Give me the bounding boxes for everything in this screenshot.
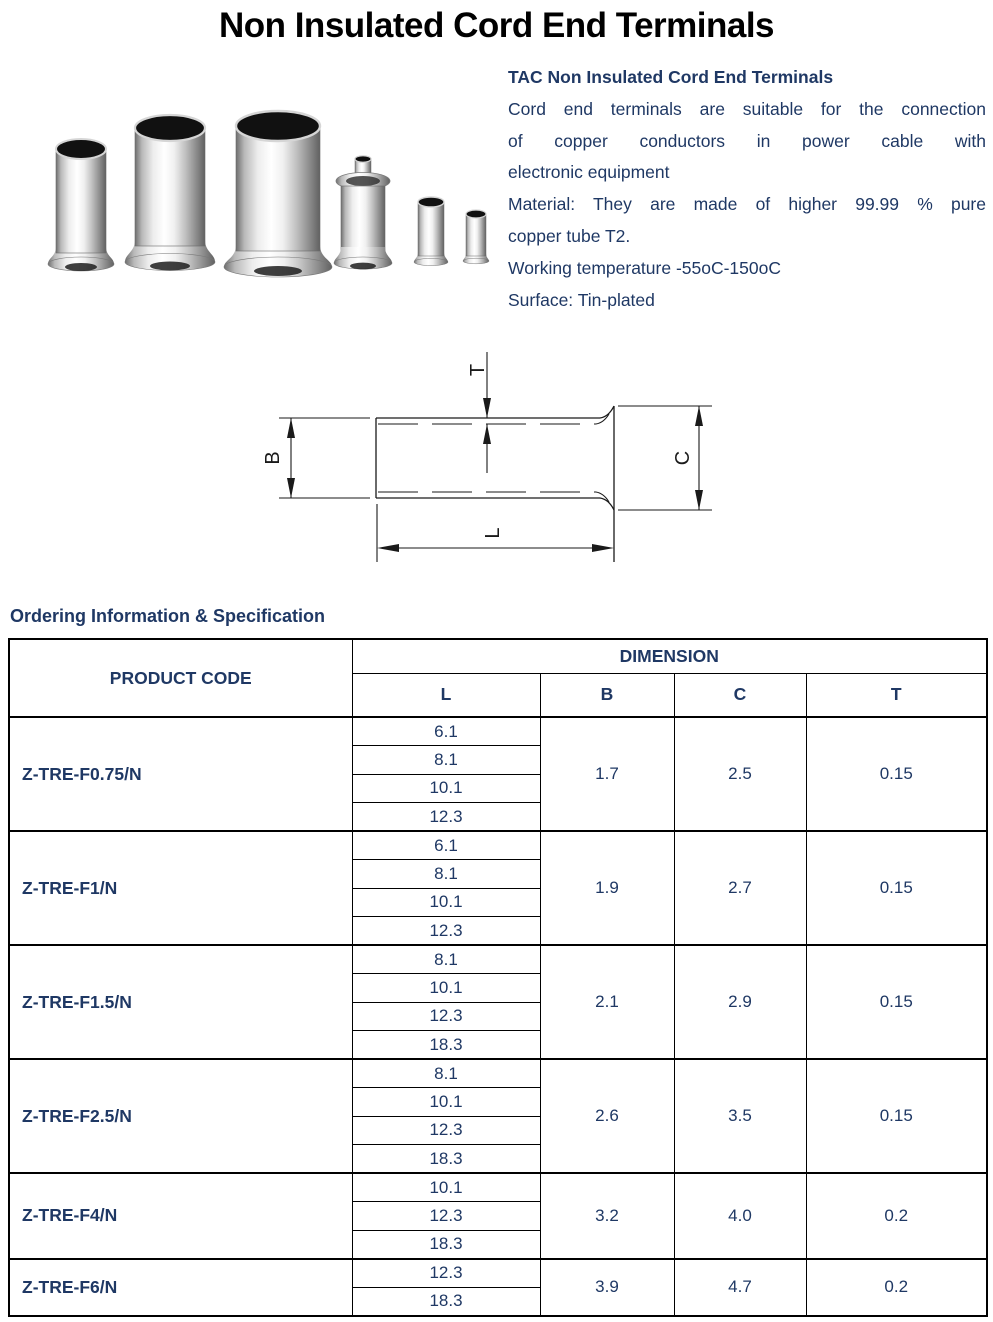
l-value-cell: 12.3 [352, 1202, 540, 1231]
intro-line: Material: They are made of higher 99.99 % pure [508, 194, 986, 215]
product-code-cell: Z-TRE-F1/N [9, 831, 352, 945]
spec-table-container [8, 638, 986, 1317]
intro-line: Surface: Tin-plated [508, 289, 655, 310]
l-value-cell: 6.1 [352, 717, 540, 746]
header-col-l: L [352, 673, 540, 717]
l-value-cell: 12.3 [352, 917, 540, 946]
b-value-cell: 2.6 [540, 1059, 674, 1173]
t-value-cell: 0.2 [806, 1259, 987, 1316]
l-value-cell: 10.1 [352, 774, 540, 803]
terminal-illustration [224, 111, 332, 277]
terminal-illustration [463, 210, 489, 264]
l-value-cell: 10.1 [352, 888, 540, 917]
t-value-cell: 0.15 [806, 945, 987, 1059]
l-value-cell: 8.1 [352, 1059, 540, 1088]
dim-label-t: T [467, 363, 489, 377]
b-value-cell: 1.9 [540, 831, 674, 945]
header-col-t: T [806, 673, 987, 717]
intro-line: Working temperature -55oC-150oC [508, 257, 782, 278]
header-dimension: DIMENSION [352, 639, 987, 673]
l-value-cell: 10.1 [352, 1088, 540, 1117]
c-value-cell: 4.7 [674, 1259, 806, 1316]
b-value-cell: 2.1 [540, 945, 674, 1059]
l-value-cell: 18.3 [352, 1031, 540, 1060]
t-value-cell: 0.15 [806, 717, 987, 831]
spec-table-body [9, 717, 987, 1316]
c-value-cell: 3.5 [674, 1059, 806, 1173]
intro-line: of copper conductors in power cable with [508, 130, 986, 151]
l-value-cell: 18.3 [352, 1230, 540, 1259]
dim-label-b: B [262, 451, 284, 465]
product-code-cell: Z-TRE-F1.5/N [9, 945, 352, 1059]
terminal-illustration [48, 139, 114, 271]
l-value-cell: 6.1 [352, 831, 540, 860]
c-value-cell: 2.9 [674, 945, 806, 1059]
l-value-cell: 18.3 [352, 1287, 540, 1316]
dim-label-c: C [672, 450, 694, 466]
header-col-c: C [674, 673, 806, 717]
table-row [9, 945, 987, 974]
intro-line: copper tube T2. [508, 225, 631, 246]
product-code-cell: Z-TRE-F4/N [9, 1173, 352, 1259]
intro-heading: TAC Non Insulated Cord End Terminals [508, 67, 834, 87]
section-heading: Ordering Information & Specification [10, 606, 326, 626]
terminal-illustration [334, 156, 392, 270]
b-value-cell: 3.9 [540, 1259, 674, 1316]
l-value-cell: 12.3 [352, 1002, 540, 1031]
table-row [9, 717, 987, 746]
b-value-cell: 1.7 [540, 717, 674, 831]
product-photo-image [28, 108, 513, 303]
t-value-cell: 0.15 [806, 831, 987, 945]
dimension-diagram [230, 340, 760, 590]
c-value-cell: 4.0 [674, 1173, 806, 1259]
l-value-cell: 8.1 [352, 746, 540, 775]
l-value-cell: 8.1 [352, 860, 540, 889]
t-value-cell: 0.15 [806, 1059, 987, 1173]
product-code-cell: Z-TRE-F0.75/N [9, 717, 352, 831]
table-row [9, 1259, 987, 1288]
intro-text-block [508, 62, 986, 316]
intro-line: Cord end terminals are suitable for the connection [508, 98, 986, 119]
table-row [9, 1059, 987, 1088]
table-row [9, 1173, 987, 1202]
dim-label-l: L [482, 527, 504, 539]
header-product-code: PRODUCT CODE [9, 639, 352, 717]
c-value-cell: 2.5 [674, 717, 806, 831]
l-value-cell: 12.3 [352, 1259, 540, 1288]
spec-table [8, 638, 988, 1317]
l-value-cell: 8.1 [352, 945, 540, 974]
table-row [9, 831, 987, 860]
page-title: Non Insulated Cord End Terminals [218, 6, 775, 45]
terminal-illustration [414, 197, 448, 266]
l-value-cell: 12.3 [352, 803, 540, 832]
terminal-illustration [125, 115, 215, 271]
intro-line: electronic equipment [508, 162, 670, 183]
product-code-cell: Z-TRE-F2.5/N [9, 1059, 352, 1173]
l-value-cell: 10.1 [352, 974, 540, 1003]
t-value-cell: 0.2 [806, 1173, 987, 1259]
b-value-cell: 3.2 [540, 1173, 674, 1259]
header-col-b: B [540, 673, 674, 717]
product-code-cell: Z-TRE-F6/N [9, 1259, 352, 1316]
l-value-cell: 18.3 [352, 1145, 540, 1174]
l-value-cell: 12.3 [352, 1116, 540, 1145]
c-value-cell: 2.7 [674, 831, 806, 945]
l-value-cell: 10.1 [352, 1173, 540, 1202]
